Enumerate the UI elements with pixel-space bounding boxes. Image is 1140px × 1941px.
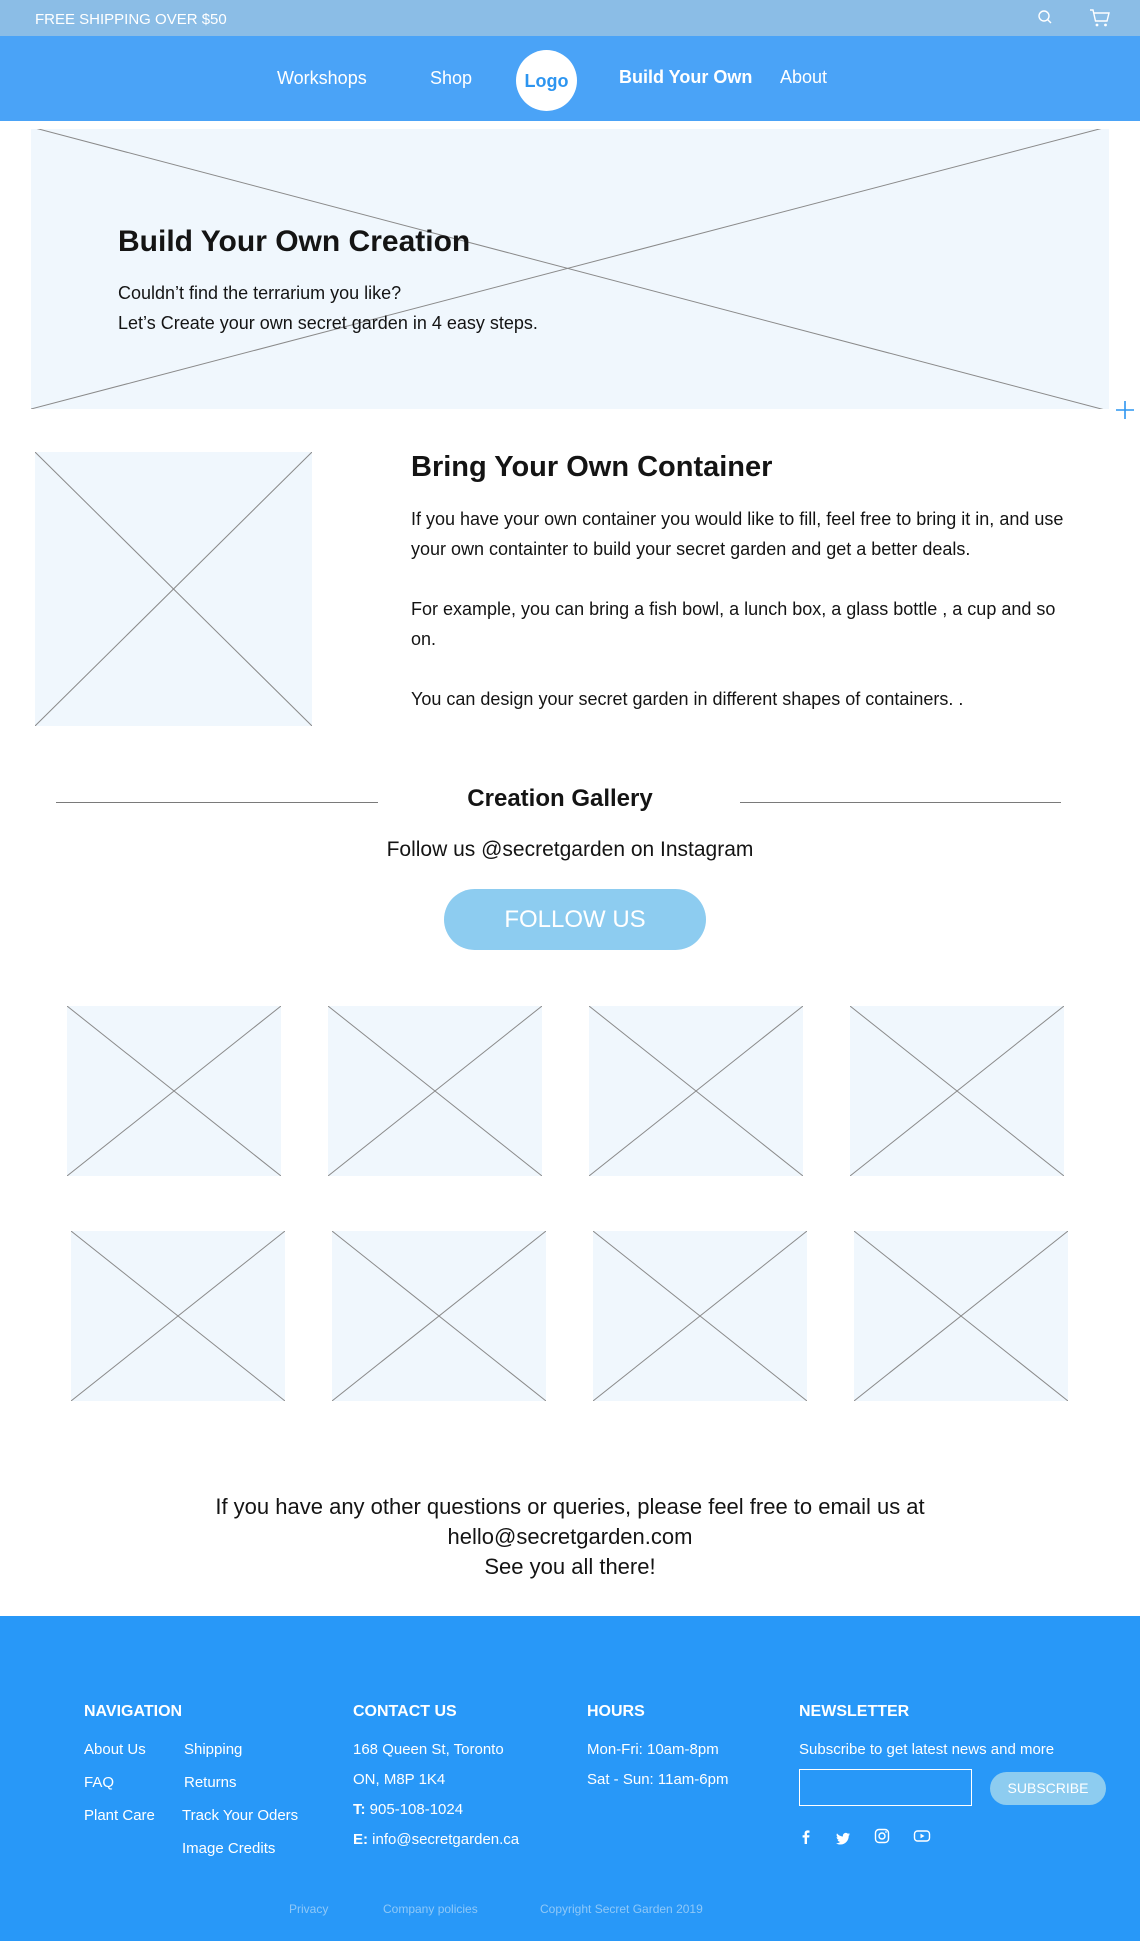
gallery-image[interactable] bbox=[67, 1006, 281, 1176]
phone-label: T: bbox=[353, 1801, 366, 1818]
container-paragraph: If you have your own container you would like to fill, feel free to bring it in, and use your own containter to build your secret garden and get a better deals. bbox=[411, 509, 1064, 559]
footer-link-plant-care[interactable]: Plant Care bbox=[84, 1807, 155, 1824]
footer-navigation-heading: NAVIGATION bbox=[84, 1703, 183, 1720]
main-nav bbox=[0, 36, 1140, 121]
gallery-subtitle: Follow us @secretgarden on Instagram bbox=[386, 838, 754, 861]
contact-closing: See you all there! bbox=[484, 1554, 656, 1579]
privacy-link[interactable]: Privacy bbox=[289, 1902, 329, 1916]
hero-line: Let’s Create your own secret garden in 4 easy steps. bbox=[118, 313, 538, 333]
subscribe-button[interactable]: SUBSCRIBE bbox=[990, 1772, 1106, 1805]
hero-line: Couldn’t find the terrarium you like? bbox=[118, 283, 402, 303]
gallery-image[interactable] bbox=[328, 1006, 542, 1176]
footer-link-about-us[interactable]: About Us bbox=[84, 1741, 146, 1758]
footer-hours-heading: HOURS bbox=[587, 1703, 645, 1720]
gallery-image[interactable] bbox=[850, 1006, 1064, 1176]
free-shipping-text: FREE SHIPPING OVER $50 bbox=[35, 11, 227, 28]
gallery-image[interactable] bbox=[593, 1231, 807, 1401]
newsletter-text: Subscribe to get latest news and more bbox=[799, 1741, 1055, 1758]
container-title: Bring Your Own Container bbox=[411, 451, 773, 483]
copyright-text: Copyright Secret Garden 2019 bbox=[540, 1902, 703, 1916]
youtube-icon[interactable] bbox=[912, 1826, 932, 1846]
top-bar bbox=[0, 0, 1140, 36]
divider bbox=[740, 802, 1061, 803]
phone-number[interactable]: 905-108-1024 bbox=[369, 1801, 464, 1818]
follow-us-button[interactable]: FOLLOW US bbox=[444, 889, 706, 950]
footer-email bbox=[353, 1831, 519, 1848]
footer-newsletter-heading: NEWSLETTER bbox=[799, 1703, 910, 1720]
nav-item-workshops[interactable]: Workshops bbox=[277, 68, 367, 88]
nav-item-shop[interactable]: Shop bbox=[430, 68, 473, 88]
hours-weekday: Mon-Fri: 10am-8pm bbox=[587, 1741, 719, 1758]
gallery-title: Creation Gallery bbox=[467, 785, 653, 812]
search-icon[interactable] bbox=[1033, 7, 1055, 29]
gallery-image[interactable] bbox=[332, 1231, 546, 1401]
hero-title: Build Your Own Creation bbox=[118, 225, 471, 258]
footer-phone bbox=[353, 1801, 463, 1818]
nav-item-build-your-own[interactable]: Build Your Own bbox=[619, 67, 753, 87]
footer-address-line: 168 Queen St, Toronto bbox=[353, 1741, 504, 1758]
newsletter-email-input[interactable] bbox=[799, 1769, 972, 1806]
footer-contact-heading: CONTACT US bbox=[353, 1703, 457, 1720]
hero-image-placeholder bbox=[31, 129, 1109, 409]
footer bbox=[0, 1616, 1140, 1941]
gallery-image[interactable] bbox=[854, 1231, 1068, 1401]
gallery-image[interactable] bbox=[589, 1006, 803, 1176]
instagram-icon[interactable] bbox=[872, 1826, 892, 1846]
hours-weekend: Sat - Sun: 11am-6pm bbox=[587, 1771, 729, 1788]
contact-email[interactable]: hello@secretgarden.com bbox=[447, 1524, 693, 1549]
twitter-icon[interactable] bbox=[833, 1829, 853, 1849]
container-paragraph: You can design your secret garden in different shapes of containers. . bbox=[411, 689, 964, 709]
container-paragraph: For example, you can bring a fish bowl, a lunch box, a glass bottle , a cup and so on. bbox=[411, 599, 1056, 649]
contact-text: If you have any other questions or queries, please feel free to email us at bbox=[215, 1494, 925, 1519]
footer-link-faq[interactable]: FAQ bbox=[84, 1774, 115, 1791]
footer-link-track-orders[interactable]: Track Your Oders bbox=[182, 1807, 299, 1824]
email-label: E: bbox=[353, 1831, 368, 1848]
footer-link-shipping[interactable]: Shipping bbox=[184, 1741, 243, 1758]
footer-link-returns[interactable]: Returns bbox=[184, 1774, 237, 1791]
company-policies-link[interactable]: Company policies bbox=[383, 1902, 478, 1916]
footer-link-image-credits[interactable]: Image Credits bbox=[182, 1840, 276, 1857]
email-address[interactable]: info@secretgarden.ca bbox=[372, 1831, 520, 1848]
logo[interactable]: Logo bbox=[516, 50, 577, 111]
container-image-placeholder bbox=[35, 452, 312, 726]
nav-item-about[interactable]: About bbox=[780, 67, 828, 87]
add-icon[interactable] bbox=[1114, 399, 1136, 421]
gallery-image[interactable] bbox=[71, 1231, 285, 1401]
divider bbox=[56, 802, 378, 803]
cart-icon[interactable] bbox=[1089, 7, 1111, 29]
facebook-icon[interactable] bbox=[796, 1827, 816, 1847]
footer-address-line: ON, M8P 1K4 bbox=[353, 1771, 446, 1788]
